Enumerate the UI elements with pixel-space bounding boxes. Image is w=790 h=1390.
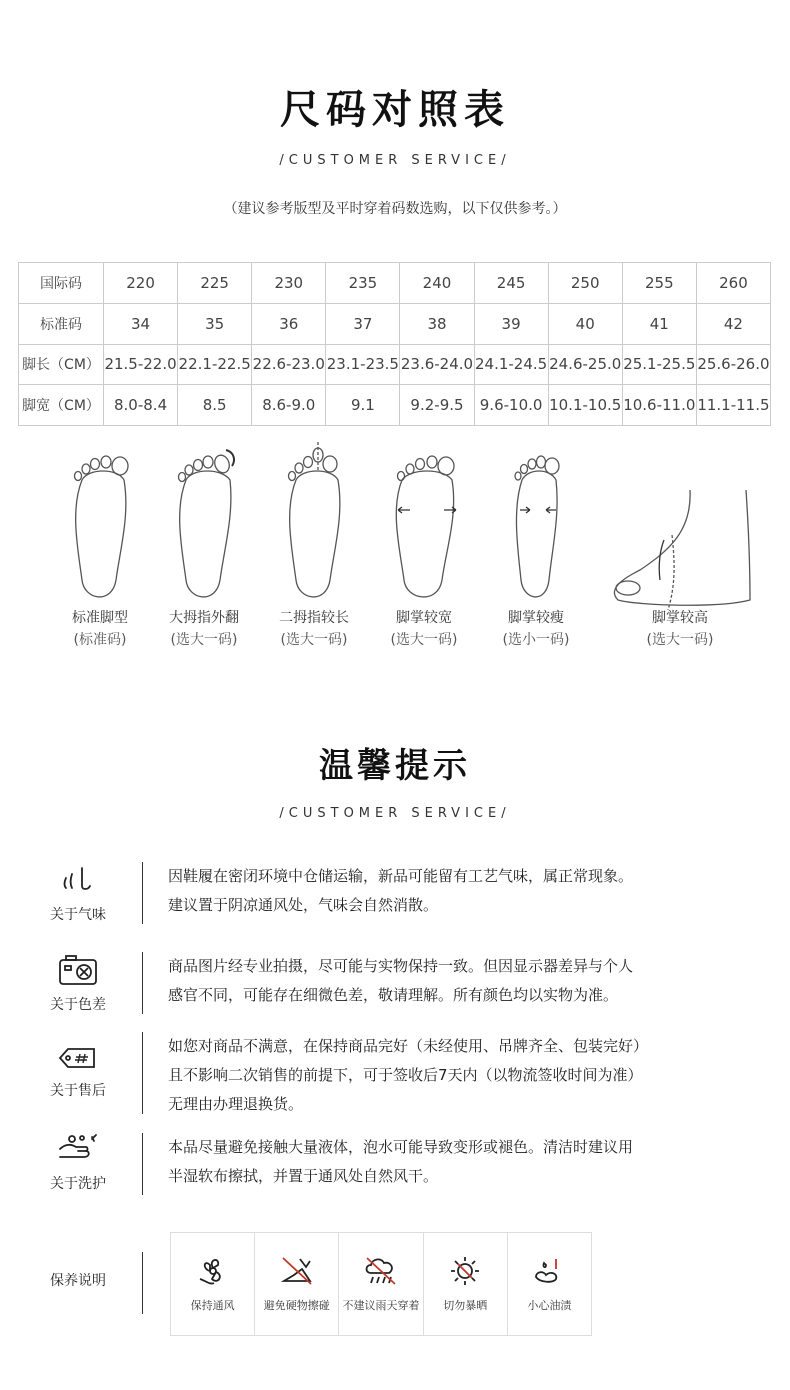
tag-icon [48,1046,108,1074]
table-cell: 245 [474,263,548,304]
foot-type-advice: (选大一码) [170,632,238,648]
ventilation-icon [196,1255,230,1287]
tip-line: 商品图片经专业拍摄，尽可能与实物保持一致。但因显示器差异与个人 [168,957,634,975]
row-header: 国际码 [19,263,104,304]
tip-line: 无理由办理退换货。 [168,1095,304,1113]
table-row [19,303,771,344]
camera-icon [48,954,108,990]
tip-line: 建议置于阴凉通风处，气味会自然消散。 [168,896,439,914]
tip-label: 关于洗护 [50,1176,106,1192]
foot-types [40,440,760,680]
foot-type-long-second-toe [254,440,374,649]
care-text: 小心油渍 [527,1299,572,1312]
table-cell: 41 [622,303,696,344]
tips-title: 温馨提示 [319,746,471,786]
no-scratch-icon [280,1255,314,1287]
care-item [508,1233,591,1335]
table-cell: 9.1 [326,385,400,426]
foot-type-wide [364,440,484,649]
tip-color [30,952,770,1014]
table-cell: 22.6-23.0 [252,344,326,385]
table-cell: 235 [326,263,400,304]
table-cell: 240 [400,263,474,304]
table-cell: 39 [474,303,548,344]
row-header: 脚宽（CM） [19,385,104,426]
foot-type-narrow [476,440,596,649]
care-icons [170,1232,592,1336]
tip-label: 关于气味 [50,907,106,923]
table-cell: 250 [548,263,622,304]
table-cell: 230 [252,263,326,304]
high-instep-foot-icon [600,440,760,615]
foot-type-label: 二拇指较长 [279,610,349,626]
foot-type-high-instep [600,440,760,649]
narrow-foot-icon [496,440,576,605]
table-cell: 38 [400,303,474,344]
bunion-foot-icon [164,440,244,605]
foot-type-label: 大拇指外翻 [169,610,239,626]
table-cell: 10.6-11.0 [622,385,696,426]
tip-line: 且不影响二次销售的前提下，可于签收后7天内（以物流签收时间为准） [168,1066,643,1084]
table-cell: 40 [548,303,622,344]
table-cell: 255 [622,263,696,304]
tip-washing [30,1133,770,1195]
table-cell: 220 [104,263,178,304]
tip-line: 半湿软布擦拭，并置于通风处自然风干。 [168,1167,439,1185]
wash-icon [48,1133,108,1167]
table-cell: 21.5-22.0 [104,344,178,385]
table-cell: 225 [178,263,252,304]
table-row [19,263,771,304]
foot-type-advice: (选小一码) [502,632,570,648]
table-cell: 25.6-26.0 [696,344,770,385]
tips-subtitle: /CUSTOMER SERVICE/ [279,806,511,821]
wide-foot-icon [384,440,464,605]
care-text: 避免硬物擦碰 [263,1299,330,1312]
tip-text [168,1133,728,1191]
foot-type-label: 标准脚型 [72,610,128,626]
care-text: 切勿暴晒 [443,1299,488,1312]
standard-foot-icon [60,440,140,605]
table-cell: 10.1-10.5 [548,385,622,426]
foot-type-advice: (选大一码) [390,632,458,648]
size-chart-title: 尺码对照表 [280,87,510,133]
divider [142,1133,143,1195]
foot-type-bunion [144,440,264,649]
smell-icon [48,864,108,896]
care-item [255,1233,339,1335]
table-cell: 42 [696,303,770,344]
table-cell: 8.0-8.4 [104,385,178,426]
foot-type-standard [40,440,160,649]
tip-line: 感官不同，可能存在细微色差，敬请理解。所有颜色均以实物为准。 [168,986,619,1004]
table-cell: 8.6-9.0 [252,385,326,426]
divider [142,1252,143,1314]
table-cell: 8.5 [178,385,252,426]
foot-type-advice: (标准码) [73,632,127,648]
care-item [339,1233,423,1335]
care-text: 保持通风 [190,1299,235,1312]
table-row [19,344,771,385]
size-chart-note: （建议参考版型及平时穿着码数选购，以下仅供参考。） [223,201,567,217]
tip-label: 关于售后 [50,1083,106,1099]
table-cell: 23.6-24.0 [400,344,474,385]
care-item [424,1233,508,1335]
tip-text [168,952,728,1010]
table-cell: 24.6-25.0 [548,344,622,385]
no-sun-icon [448,1255,482,1287]
size-chart-subtitle: /CUSTOMER SERVICE/ [279,153,511,168]
table-cell: 9.6-10.0 [474,385,548,426]
divider [142,952,143,1014]
foot-type-label: 脚掌较宽 [396,610,452,626]
care-item [171,1233,255,1335]
foot-type-label: 脚掌较瘦 [508,610,564,626]
table-cell: 37 [326,303,400,344]
table-cell: 24.1-24.5 [474,344,548,385]
table-cell: 36 [252,303,326,344]
table-row [19,385,771,426]
table-cell: 34 [104,303,178,344]
table-cell: 9.2-9.5 [400,385,474,426]
foot-type-advice: (选大一码) [646,632,714,648]
foot-type-advice: (选大一码) [280,632,348,648]
tip-text [168,862,728,920]
table-cell: 22.1-22.5 [178,344,252,385]
table-cell: 35 [178,303,252,344]
table-cell: 11.1-11.5 [696,385,770,426]
tip-after-sales [30,1032,770,1114]
row-header: 标准码 [19,303,104,344]
tip-label: 关于色差 [50,997,106,1013]
tip-text [168,1032,728,1119]
tip-line: 如您对商品不满意，在保持商品完好（未经使用、吊牌齐全、包装完好） [168,1037,649,1055]
tip-smell [30,862,770,924]
table-cell: 25.1-25.5 [622,344,696,385]
foot-type-label: 脚掌较高 [652,610,708,626]
care-label: 保养说明 [50,1273,106,1289]
table-cell: 260 [696,263,770,304]
care-text: 不建议雨天穿着 [342,1299,420,1312]
divider [142,1032,143,1114]
tip-line: 因鞋履在密闭环境中仓储运输，新品可能留有工艺气味，属正常现象。 [168,867,634,885]
divider [142,862,143,924]
size-table [18,262,771,426]
tip-line: 本品尽量避免接触大量液体，泡水可能导致变形或褪色。清洁时建议用 [168,1138,634,1156]
row-header: 脚长（CM） [19,344,104,385]
table-cell: 23.1-23.5 [326,344,400,385]
no-rain-icon [363,1255,399,1287]
oil-stain-icon [532,1255,566,1287]
long-toe-foot-icon [274,440,354,605]
